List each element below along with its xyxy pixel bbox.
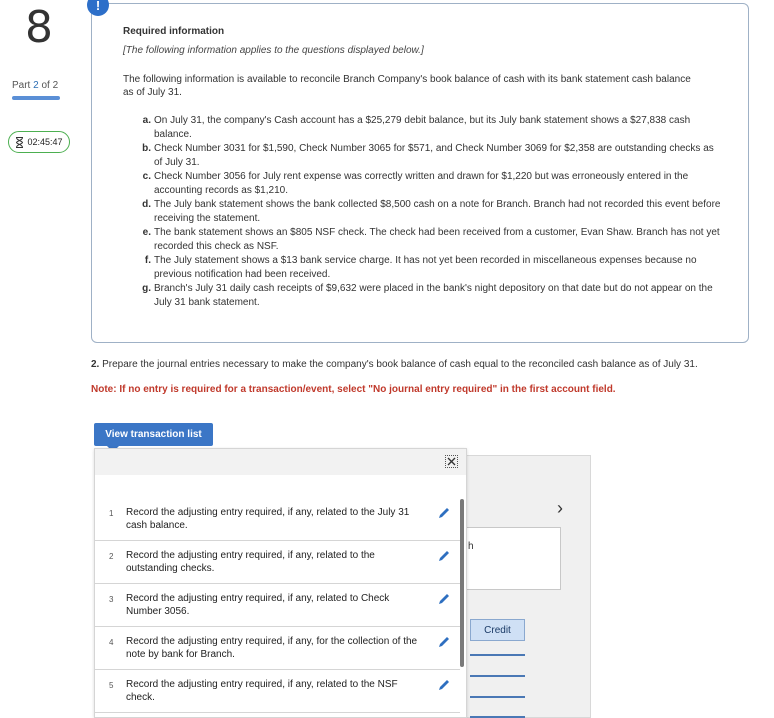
question-number: 8 (25, 2, 53, 53)
transaction-row[interactable]: 5 Record the adjusting entry required, if any, related to the NSF check. (95, 670, 460, 713)
requirement-note: Note: If no entry is required for a transaction/event, select "No journal entry required" in the first account field. (91, 384, 616, 395)
info-list (142, 114, 722, 310)
list-item: d. The July bank statement shows the bank collected $8,500 cash on a note for Branch. Branch had not recorded this event before receiving the statement. (142, 199, 721, 224)
journal-header-box (465, 527, 561, 590)
transaction-row[interactable]: 1 Record the adjusting entry required, if any, related to the July 31 cash balance. (95, 498, 460, 541)
credit-input-line[interactable] (470, 696, 525, 698)
view-transaction-list-button[interactable]: View transaction list (94, 423, 213, 446)
list-item: a. On July 31, the company's Cash account has a $25,279 debit balance, but its July bank statement shows a $27,838 cash balance. (142, 115, 691, 140)
hourglass-icon (15, 137, 24, 148)
requirement-text: 2. Prepare the journal entries necessary to make the company's book balance of cash equal to the reconciled cash balance as of July 31. (91, 359, 698, 370)
list-item: b. Check Number 3031 for $1,590, Check Number 3065 for $571, and Check Number 3069 for $2,358 are outstanding checks as of July 31. (142, 143, 714, 168)
alert-icon: ! (87, 0, 109, 16)
info-subtitle: [The following information applies to the questions displayed below.] (123, 45, 424, 56)
transaction-list-panel (94, 448, 467, 718)
list-item: f. The July statement shows a $13 bank service charge. It has not yet been recorded in miscellaneous expenses because no previous notification had been received. (144, 255, 697, 280)
pencil-icon[interactable] (436, 677, 452, 693)
scrollbar[interactable] (460, 499, 464, 667)
transaction-row[interactable]: 4 Record the adjusting entry required, if any, for the collection of the note by bank for Branch. (95, 627, 460, 670)
pencil-icon[interactable] (436, 591, 452, 607)
timer (8, 131, 70, 153)
credit-input-line[interactable] (470, 675, 525, 677)
transaction-row[interactable]: 2 Record the adjusting entry required, if any, related to the outstanding checks. (95, 541, 460, 584)
chevron-right-icon[interactable]: › (557, 498, 563, 518)
credit-column-header: Credit (470, 619, 525, 641)
journal-header-fragment: h (468, 541, 474, 552)
pencil-icon[interactable] (436, 505, 452, 521)
timer-value: 02:45:47 (27, 137, 63, 147)
list-item: g. Branch's July 31 daily cash receipts of $9,632 were placed in the bank's night depository on that date but do not appear on the July 31 bank statement. (142, 283, 713, 308)
pencil-icon[interactable] (436, 634, 452, 650)
list-item: e. The bank statement shows an $805 NSF check. The check had been received from a customer, Evan Shaw. Branch has not yet recorded this check as NSF. (142, 227, 720, 252)
close-icon[interactable] (445, 455, 458, 468)
info-title: Required information (123, 26, 225, 37)
transaction-row[interactable]: 3 Record the adjusting entry required, if any, related to Check Number 3056. (95, 584, 460, 627)
info-intro: The following information is available to reconcile Branch Company's book balance of cash with its bank statement cash balance as of July 31. (123, 74, 691, 98)
transaction-list-header (95, 449, 466, 475)
part-progress-bar (12, 96, 60, 100)
required-information-box (91, 3, 749, 343)
part-indicator: Part 2 of 2 (12, 80, 59, 91)
list-item: c. Check Number 3056 for July rent expense was correctly written and drawn for $1,220 but was erroneously entered in the accounting records as $1,210. (142, 171, 689, 196)
credit-input-line[interactable] (470, 654, 525, 656)
pencil-icon[interactable] (436, 548, 452, 564)
